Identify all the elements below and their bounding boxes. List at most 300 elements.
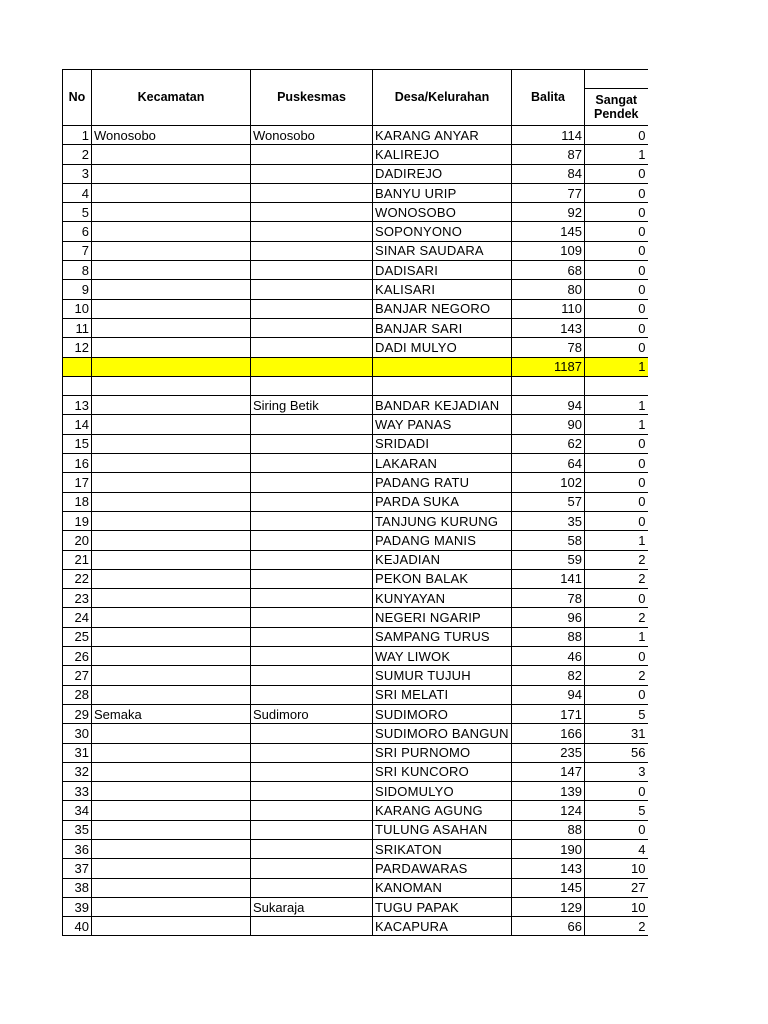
cell-kecamatan [92,183,251,202]
cell-desa: KEJADIAN [373,550,512,569]
cell-puskesmas [251,318,373,337]
cell-kecamatan: Semaka [92,704,251,723]
table-row [63,299,648,318]
cell-puskesmas [251,724,373,743]
cell-sangat-pendek: 0 [585,299,648,318]
cell-no: 8 [63,261,92,280]
cell-puskesmas [251,203,373,222]
header-kecamatan: Kecamatan [92,70,251,126]
cell-puskesmas [251,473,373,492]
blank-row [63,376,648,395]
cell-sangat-pendek: 1 [585,357,648,376]
cell-desa: SOPONYONO [373,222,512,241]
table-row [63,241,648,260]
cell-sangat-pendek: 0 [585,589,648,608]
cell-no [63,376,92,395]
cell-balita: 143 [512,859,585,878]
cell-no: 40 [63,917,92,936]
table-row [63,415,648,434]
table-row [63,897,648,916]
cell-desa: NEGERI NGARIP [373,608,512,627]
cell-sangat-pendek: 0 [585,782,648,801]
cell-desa: KARANG AGUNG [373,801,512,820]
data-table [62,69,648,936]
cell-puskesmas: Wonosobo [251,126,373,145]
cell-balita: 139 [512,782,585,801]
cell-balita: 90 [512,415,585,434]
cell-sangat-pendek: 5 [585,801,648,820]
cell-sangat-pendek: 0 [585,183,648,202]
cell-no: 30 [63,724,92,743]
cell-sangat-pendek: 2 [585,917,648,936]
cell-puskesmas [251,164,373,183]
cell-kecamatan [92,627,251,646]
cell-desa: WAY PANAS [373,415,512,434]
cell-puskesmas [251,878,373,897]
cell-balita: 145 [512,878,585,897]
cell-puskesmas [251,145,373,164]
table-row [63,647,648,666]
cell-kecamatan [92,666,251,685]
cell-kecamatan [92,820,251,839]
header-group-empty [585,70,648,89]
cell-balita: 143 [512,318,585,337]
cell-no: 34 [63,801,92,820]
cell-no: 16 [63,454,92,473]
cell-balita: 64 [512,454,585,473]
cell-no: 27 [63,666,92,685]
cell-kecamatan [92,782,251,801]
table-row [63,511,648,530]
cell-desa: BANJAR SARI [373,318,512,337]
table-row [63,627,648,646]
cell-sangat-pendek: 0 [585,492,648,511]
cell-puskesmas [251,666,373,685]
table-row [63,183,648,202]
cell-balita: 235 [512,743,585,762]
cell-kecamatan [92,859,251,878]
cell-kecamatan [92,685,251,704]
cell-kecamatan [92,839,251,858]
table-row [63,820,648,839]
cell-puskesmas [251,299,373,318]
cell-kecamatan [92,531,251,550]
cell-no: 29 [63,704,92,723]
table-row [63,685,648,704]
cell-balita: 78 [512,589,585,608]
cell-desa: KALIREJO [373,145,512,164]
cell-desa: TANJUNG KURUNG [373,511,512,530]
cell-desa: SRIDADI [373,434,512,453]
cell-no: 14 [63,415,92,434]
cell-no: 18 [63,492,92,511]
cell-desa: WONOSOBO [373,203,512,222]
cell-kecamatan [92,376,251,395]
cell-balita: 114 [512,126,585,145]
table-row [63,454,648,473]
cell-no: 26 [63,647,92,666]
cell-desa: SRI KUNCORO [373,762,512,781]
cell-desa: PEKON BALAK [373,569,512,588]
table-row [63,666,648,685]
cell-desa: SRI MELATI [373,685,512,704]
cell-sangat-pendek: 56 [585,743,648,762]
table-row [63,782,648,801]
cell-balita: 80 [512,280,585,299]
cell-puskesmas [251,762,373,781]
cell-balita: 66 [512,917,585,936]
cell-desa: PADANG RATU [373,473,512,492]
cell-balita: 87 [512,145,585,164]
cell-sangat-pendek: 0 [585,126,648,145]
cell-kecamatan [92,415,251,434]
cell-kecamatan [92,647,251,666]
cell-balita: 88 [512,627,585,646]
cell-sangat-pendek: 5 [585,704,648,723]
cell-balita: 141 [512,569,585,588]
cell-sangat-pendek: 0 [585,203,648,222]
cell-kecamatan [92,318,251,337]
cell-balita: 82 [512,666,585,685]
cell-kecamatan [92,357,251,376]
table-row [63,145,648,164]
cell-puskesmas [251,454,373,473]
cell-sangat-pendek: 2 [585,666,648,685]
cell-balita: 94 [512,685,585,704]
cell-balita: 77 [512,183,585,202]
cell-sangat-pendek: 0 [585,511,648,530]
cell-kecamatan [92,589,251,608]
cell-sangat-pendek: 2 [585,550,648,569]
cell-sangat-pendek: 1 [585,396,648,415]
cell-desa: KALISARI [373,280,512,299]
cell-kecamatan [92,801,251,820]
cell-no: 24 [63,608,92,627]
cell-balita: 147 [512,762,585,781]
cell-sangat-pendek: 0 [585,454,648,473]
cell-puskesmas [251,820,373,839]
cell-puskesmas [251,859,373,878]
table-row [63,473,648,492]
table-row [63,126,648,145]
cell-balita: 124 [512,801,585,820]
cell-no [63,357,92,376]
cell-desa [373,376,512,395]
cell-puskesmas [251,550,373,569]
table-row [63,724,648,743]
cell-sangat-pendek: 0 [585,338,648,357]
cell-puskesmas [251,531,373,550]
subtotal-row [63,357,648,376]
cell-desa: DADISARI [373,261,512,280]
cell-sangat-pendek: 1 [585,627,648,646]
cell-kecamatan [92,145,251,164]
cell-kecamatan [92,762,251,781]
cell-puskesmas [251,782,373,801]
cell-no: 2 [63,145,92,164]
cell-desa: LAKARAN [373,454,512,473]
cell-desa: PARDAWARAS [373,859,512,878]
cell-no: 35 [63,820,92,839]
cell-no: 36 [63,839,92,858]
cell-sangat-pendek: 2 [585,608,648,627]
cell-sangat-pendek: 4 [585,839,648,858]
cell-puskesmas [251,280,373,299]
cell-kecamatan [92,164,251,183]
cell-kecamatan [92,280,251,299]
cell-kecamatan [92,434,251,453]
cell-desa: SIDOMULYO [373,782,512,801]
cell-puskesmas [251,627,373,646]
cell-desa [373,357,512,376]
cell-desa: KARANG ANYAR [373,126,512,145]
cell-no: 1 [63,126,92,145]
cell-puskesmas [251,492,373,511]
cell-balita: 59 [512,550,585,569]
cell-no: 32 [63,762,92,781]
cell-sangat-pendek: 1 [585,531,648,550]
cell-no: 6 [63,222,92,241]
cell-puskesmas [251,434,373,453]
cell-balita: 110 [512,299,585,318]
cell-desa: PARDA SUKA [373,492,512,511]
cell-balita: 166 [512,724,585,743]
cell-puskesmas [251,222,373,241]
cell-sangat-pendek: 0 [585,473,648,492]
cell-desa: SRIKATON [373,839,512,858]
table-row [63,859,648,878]
cell-puskesmas [251,917,373,936]
cell-balita: 88 [512,820,585,839]
cell-sangat-pendek: 0 [585,280,648,299]
cell-no: 25 [63,627,92,646]
cell-no: 17 [63,473,92,492]
table-row [63,261,648,280]
cell-balita: 58 [512,531,585,550]
cell-sangat-pendek: 10 [585,859,648,878]
table-row [63,550,648,569]
cell-desa: KACAPURA [373,917,512,936]
cell-puskesmas [251,511,373,530]
cell-puskesmas [251,357,373,376]
cell-balita: 145 [512,222,585,241]
cell-puskesmas [251,261,373,280]
cell-no: 13 [63,396,92,415]
cell-no: 9 [63,280,92,299]
cell-sangat-pendek [585,376,648,395]
cell-sangat-pendek: 2 [585,569,648,588]
cell-no: 28 [63,685,92,704]
cell-desa: WAY LIWOK [373,647,512,666]
cell-balita: 1187 [512,357,585,376]
header-desa: Desa/Kelurahan [373,70,512,126]
cell-kecamatan [92,454,251,473]
cell-no: 3 [63,164,92,183]
cell-desa: KANOMAN [373,878,512,897]
table-body [63,126,648,936]
table-row [63,338,648,357]
cell-balita: 62 [512,434,585,453]
cell-no: 12 [63,338,92,357]
cell-sangat-pendek: 0 [585,820,648,839]
cell-no: 10 [63,299,92,318]
cell-no: 5 [63,203,92,222]
cell-puskesmas [251,569,373,588]
cell-no: 23 [63,589,92,608]
cell-balita: 102 [512,473,585,492]
cell-balita: 94 [512,396,585,415]
cell-desa: BANYU URIP [373,183,512,202]
cell-puskesmas [251,183,373,202]
cell-no: 37 [63,859,92,878]
cell-sangat-pendek: 0 [585,241,648,260]
cell-desa: PADANG MANIS [373,531,512,550]
cell-desa: BANDAR KEJADIAN [373,396,512,415]
cell-no: 20 [63,531,92,550]
cell-kecamatan [92,878,251,897]
cell-sangat-pendek: 31 [585,724,648,743]
table-row [63,492,648,511]
cell-kecamatan [92,222,251,241]
cell-desa: DADIREJO [373,164,512,183]
cell-desa: TUGU PAPAK [373,897,512,916]
cell-balita: 78 [512,338,585,357]
header-no: No [63,70,92,126]
cell-kecamatan [92,917,251,936]
cell-sangat-pendek: 3 [585,762,648,781]
header-sangat-pendek: Sangat Pendek [585,89,648,126]
cell-no: 15 [63,434,92,453]
cell-puskesmas [251,338,373,357]
table-row [63,878,648,897]
cell-no: 31 [63,743,92,762]
cell-kecamatan [92,550,251,569]
cell-balita [512,376,585,395]
cell-no: 39 [63,897,92,916]
cell-kecamatan [92,492,251,511]
cell-balita: 68 [512,261,585,280]
cell-puskesmas [251,743,373,762]
cell-puskesmas [251,376,373,395]
cell-sangat-pendek: 0 [585,318,648,337]
table-row [63,203,648,222]
cell-sangat-pendek: 0 [585,685,648,704]
cell-desa: SUDIMORO BANGUN [373,724,512,743]
table-row [63,318,648,337]
cell-kecamatan [92,511,251,530]
header-balita: Balita [512,70,585,126]
table-row [63,396,648,415]
cell-kecamatan: Wonosobo [92,126,251,145]
cell-no: 21 [63,550,92,569]
cell-kecamatan [92,743,251,762]
cell-puskesmas [251,685,373,704]
cell-puskesmas: Siring Betik [251,396,373,415]
cell-no: 11 [63,318,92,337]
cell-puskesmas: Sudimoro [251,704,373,723]
cell-sangat-pendek: 0 [585,261,648,280]
cell-kecamatan [92,338,251,357]
cell-balita: 129 [512,897,585,916]
cell-sangat-pendek: 1 [585,145,648,164]
cell-kecamatan [92,396,251,415]
table-row [63,704,648,723]
cell-puskesmas [251,241,373,260]
cell-no: 38 [63,878,92,897]
cell-kecamatan [92,203,251,222]
cell-balita: 171 [512,704,585,723]
cell-no: 7 [63,241,92,260]
cell-balita: 35 [512,511,585,530]
cell-balita: 84 [512,164,585,183]
cell-sangat-pendek: 1 [585,415,648,434]
cell-no: 4 [63,183,92,202]
cell-puskesmas [251,608,373,627]
cell-kecamatan [92,473,251,492]
cell-balita: 46 [512,647,585,666]
table-row [63,589,648,608]
table-row [63,762,648,781]
cell-sangat-pendek: 0 [585,434,648,453]
cell-desa: TULUNG ASAHAN [373,820,512,839]
table-row [63,569,648,588]
cell-balita: 96 [512,608,585,627]
cell-kecamatan [92,299,251,318]
cell-no: 19 [63,511,92,530]
cell-desa: SRI PURNOMO [373,743,512,762]
cell-desa: KUNYAYAN [373,589,512,608]
cell-puskesmas [251,589,373,608]
header-puskesmas: Puskesmas [251,70,373,126]
cell-kecamatan [92,261,251,280]
cell-desa: DADI MULYO [373,338,512,357]
cell-kecamatan [92,569,251,588]
cell-desa: SAMPANG TURUS [373,627,512,646]
cell-no: 33 [63,782,92,801]
cell-desa: SUMUR TUJUH [373,666,512,685]
cell-desa: SUDIMORO [373,704,512,723]
table-row [63,743,648,762]
cell-desa: BANJAR NEGORO [373,299,512,318]
table-row [63,280,648,299]
cell-kecamatan [92,241,251,260]
table-row [63,222,648,241]
cell-puskesmas [251,839,373,858]
cell-no: 22 [63,569,92,588]
table-row [63,839,648,858]
cell-sangat-pendek: 27 [585,878,648,897]
table-row [63,434,648,453]
cell-desa: SINAR SAUDARA [373,241,512,260]
cell-balita: 92 [512,203,585,222]
table-row [63,531,648,550]
table-row [63,164,648,183]
table-row [63,917,648,936]
cell-balita: 57 [512,492,585,511]
cell-sangat-pendek: 0 [585,647,648,666]
cell-sangat-pendek: 0 [585,164,648,183]
cell-puskesmas [251,415,373,434]
cell-sangat-pendek: 10 [585,897,648,916]
cell-balita: 109 [512,241,585,260]
cell-puskesmas [251,647,373,666]
table-row [63,801,648,820]
cell-sangat-pendek: 0 [585,222,648,241]
cell-puskesmas: Sukaraja [251,897,373,916]
table-row [63,608,648,627]
cell-kecamatan [92,608,251,627]
cell-kecamatan [92,724,251,743]
